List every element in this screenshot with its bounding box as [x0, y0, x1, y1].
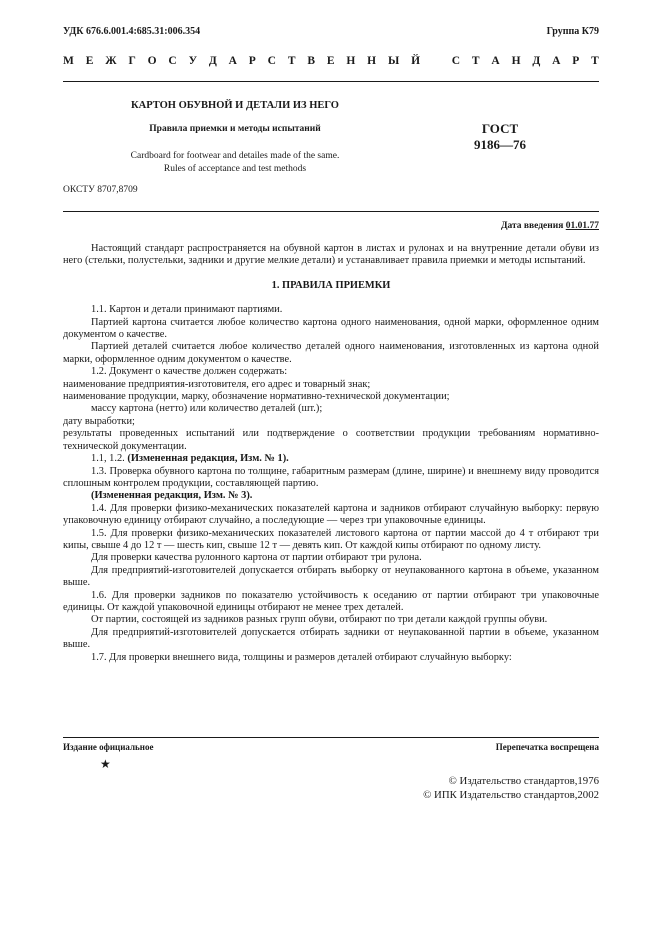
list-item: наименование предприятия-изготовителя, его адрес и товарный знак; [63, 378, 371, 390]
banner-letter: У [188, 55, 198, 67]
banner-letter: Г [128, 55, 136, 67]
group-code: Группа К79 [546, 26, 599, 37]
document-body [63, 243, 599, 664]
clause-paragraph: 1.7. Для проверки внешнего вида, толщины и размеров деталей отбирают случайную выборку: [91, 651, 512, 663]
clause-paragraph: 1.1. Картон и детали принимают партиями. [91, 304, 283, 316]
banner-letter: А [552, 55, 561, 67]
clause-paragraph: 1.6. Для проверки задников по показателю устойчивость к оседанию от партии отбирают три упаковочные единицы. От каждой упаковочной единицы отбирают не менее трех деталей. [63, 589, 599, 613]
clause-paragraph: Партией деталей считается любое количество деталей одного наименования, изготовленных из картона одной марки, оформленное одним документом о качестве. [63, 341, 599, 365]
banner-letter: Т [287, 55, 296, 67]
banner-letter: Р [248, 55, 256, 67]
clause-paragraph: 1.3. Проверка обувного картона по толщине, габаритным размерам (длине, ширине) и внешнему виду проводится сплошным контролем продукции, составляющей партию. [63, 465, 599, 489]
list-item: дату выработки; [63, 415, 135, 427]
title-divider [63, 211, 599, 212]
banner-gap [432, 55, 440, 67]
copyright-line: © Издательство стандартов,1976 [448, 775, 599, 787]
banner-letter: Р [572, 55, 580, 67]
banner-letter: А [491, 55, 500, 67]
banner-letter: В [307, 55, 315, 67]
banner-letter: Д [532, 55, 541, 67]
banner-letter: Е [85, 55, 94, 67]
list-item: массу картона (нетто) или количество деталей (шт.); [91, 403, 323, 415]
clause-paragraph: Для предприятий-изготовителей допускается отбирать задники от неупакованной партии в объеме, указанном выше. [63, 626, 599, 651]
introduction-date [501, 221, 599, 231]
clause-paragraph: Для предприятий-изготовителей допускается отбирать выборку от неупакованного картона в объеме, указанном выше. [63, 564, 599, 589]
clause-paragraph: От партии, состоящей из задников разных групп обуви, отбирают по три детали каждой группы обуви. [91, 614, 548, 626]
banner-letter: Н [346, 55, 356, 67]
clause-paragraph: 1.2. Документ о качестве должен содержать: [91, 366, 288, 378]
banner-letter: А [228, 55, 237, 67]
banner-letter: О [147, 55, 157, 67]
english-title-line: Cardboard for footwear and detailes made of the same. [130, 151, 340, 161]
star-icon: ★ [100, 757, 111, 771]
banner-letter: Ж [105, 55, 117, 67]
list-item: результаты проведенных испытаний или подтверждение о соответствии продукции требованиям нормативно-технической документации. [63, 428, 599, 452]
english-title [85, 150, 385, 176]
clause-paragraph: 1.4. Для проверки физико-механических показателей картона и задников отбирают случайную выборку: первую упаковочную единицу отбирают случайно, а последующие — через три упаковочные единицы. [63, 502, 599, 527]
english-title-line: Rules of acceptance and test methods [163, 164, 307, 174]
revision-label: (Измененная редакция, Изм. № 1). [127, 453, 289, 465]
revision-note [63, 453, 599, 465]
official-edition-label: Издание официальное [63, 742, 154, 752]
document-subtitle: Правила приемки и методы испытаний [149, 124, 321, 134]
revision-clauses: 1.1, 1.2. [91, 453, 128, 465]
copyright-line: © ИПК Издательство стандартов,2002 [423, 789, 599, 801]
banner-letter: Т [471, 55, 480, 67]
gost-number [440, 121, 560, 153]
revision-note: (Измененная редакция, Изм. № 3). [91, 490, 253, 502]
gost-label: ГОСТ [481, 121, 519, 136]
banner-letter: Е [326, 55, 335, 67]
interstate-standard-banner [63, 55, 599, 67]
section-heading: 1. ПРАВИЛА ПРИЕМКИ [271, 279, 391, 291]
intro-paragraph: Настоящий стандарт распространяется на обувной картон в листах и рулонах и на внутренние детали обуви из него (стельки, полустельки, задники и другие мелкие детали) и устанавливает правила приемки и методы испытаний. [63, 243, 599, 267]
document-title: КАРТОН ОБУВНОЙ И ДЕТАЛИ ИЗ НЕГО [131, 100, 339, 111]
banner-letter: Т [591, 55, 599, 67]
introduction-date-label: Дата введения [500, 221, 564, 231]
banner-letter: Й [411, 55, 421, 67]
banner-letter: Н [367, 55, 377, 67]
banner-letter: С [267, 55, 276, 67]
banner-letter: С [168, 55, 177, 67]
banner-letter: Д [208, 55, 217, 67]
gost-designation: 9186—76 [474, 137, 526, 152]
udk-code: УДК 676.6.001.4:685.31:006.354 [63, 26, 201, 37]
oksty-code: ОКСТУ 8707,8709 [63, 185, 138, 195]
banner-letter: С [451, 55, 461, 67]
introduction-date-value: 01.01.77 [565, 221, 599, 231]
header-divider [63, 81, 599, 82]
list-item: наименование продукции, марку, обозначение нормативно-технической документации; [63, 391, 450, 403]
clause-paragraph: 1.5. Для проверки физико-механических показателей листового картона от партии массой до 4 т отбирают три кипы, свыше 4 до 12 т — шесть кип, свыше 12 т — девять кип. От каждой кипы отбирают по одному листу. [63, 527, 599, 551]
banner-letter: М [63, 55, 74, 67]
banner-letter: Ы [387, 55, 400, 67]
clause-paragraph: Партией картона считается любое количество картона одного наименования, одной марки, оформленное одним документом о качестве. [63, 316, 599, 341]
clause-paragraph: Для проверки качества рулонного картона от партии отбирают три рулона. [91, 552, 422, 564]
footer-divider [63, 737, 599, 738]
reprint-prohibited-label: Перепечатка воспрещена [495, 742, 599, 752]
banner-letter: Н [511, 55, 521, 67]
